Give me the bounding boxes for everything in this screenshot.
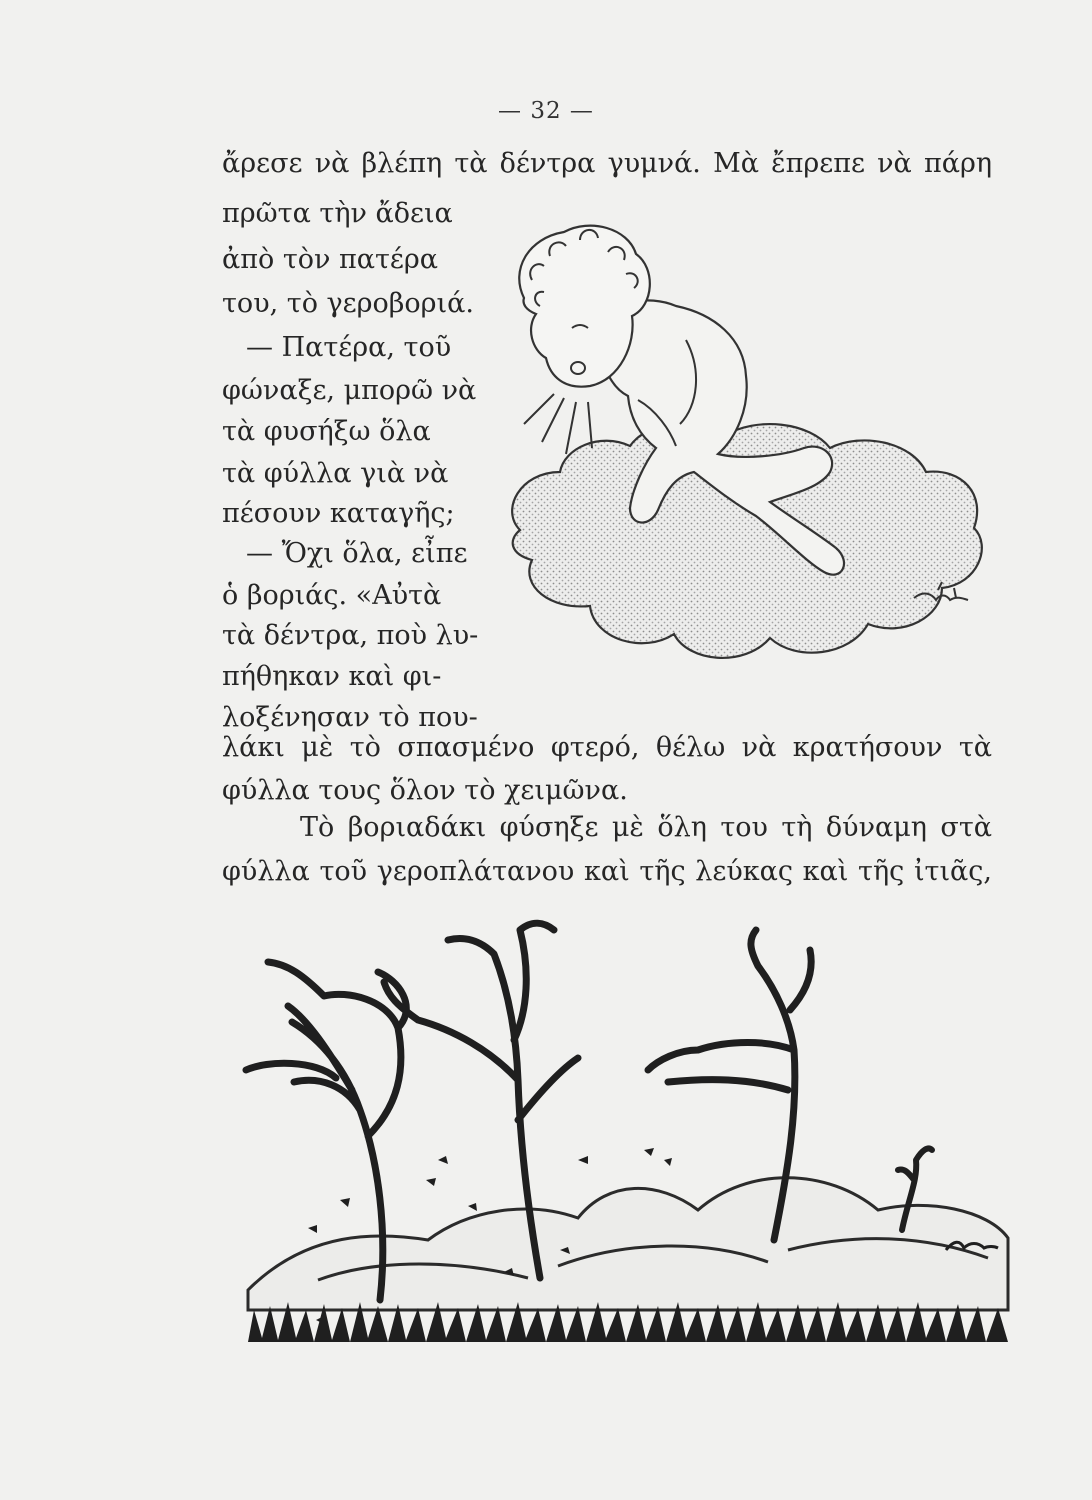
page-number: — 32 — — [498, 98, 594, 124]
text-line: πήθηκαν καὶ φι- — [222, 661, 442, 692]
text-line: φύλλα τοῦ γεροπλάτανου καὶ τῆς λεύκας καὶ τῆς ἰτιᾶς, — [222, 856, 992, 887]
text-line: ἄρεσε νὰ βλέπη τὰ δέντρα γυμνά. Μὰ ἔπρεπε νὰ πάρη — [222, 148, 992, 179]
text-line: Τὸ βοριαδάκι φύσηξε μὲ ὅλη του τὴ δύναμη στὰ — [300, 812, 992, 843]
windswept-trees-illustration — [228, 910, 1020, 1350]
text-line: φύλλα τους ὅλον τὸ χειμῶνα. — [222, 775, 628, 806]
text-line: τὰ φύλλα γιὰ νὰ — [222, 458, 449, 489]
text-line: — Πατέρα, τοῦ — [246, 332, 452, 363]
text-line: τὰ φυσήξω ὅλα — [222, 416, 431, 447]
text-line: ἀπὸ τὸν πατέρα — [222, 244, 439, 275]
north-wind-cloud-illustration — [480, 210, 1000, 680]
text-line: λάκι μὲ τὸ σπασμένο φτερό, θέλω νὰ κρατήσουν τὰ — [222, 732, 992, 763]
text-line: τὰ δέντρα, ποὺ λυ- — [222, 620, 479, 651]
text-line: πέσουν καταγῆς; — [222, 498, 455, 529]
text-line: φώναξε, μπορῶ νὰ — [222, 375, 477, 406]
text-line: του, τὸ γεροβοριά. — [222, 288, 474, 319]
text-line: λοξένησαν τὸ που- — [222, 702, 478, 733]
text-line: πρῶτα τὴν ἄδεια — [222, 198, 453, 229]
text-line: ὁ βοριάς. «Αὐτὰ — [222, 580, 442, 611]
text-line: — Ὄχι ὅλα, εἶπε — [246, 538, 468, 569]
